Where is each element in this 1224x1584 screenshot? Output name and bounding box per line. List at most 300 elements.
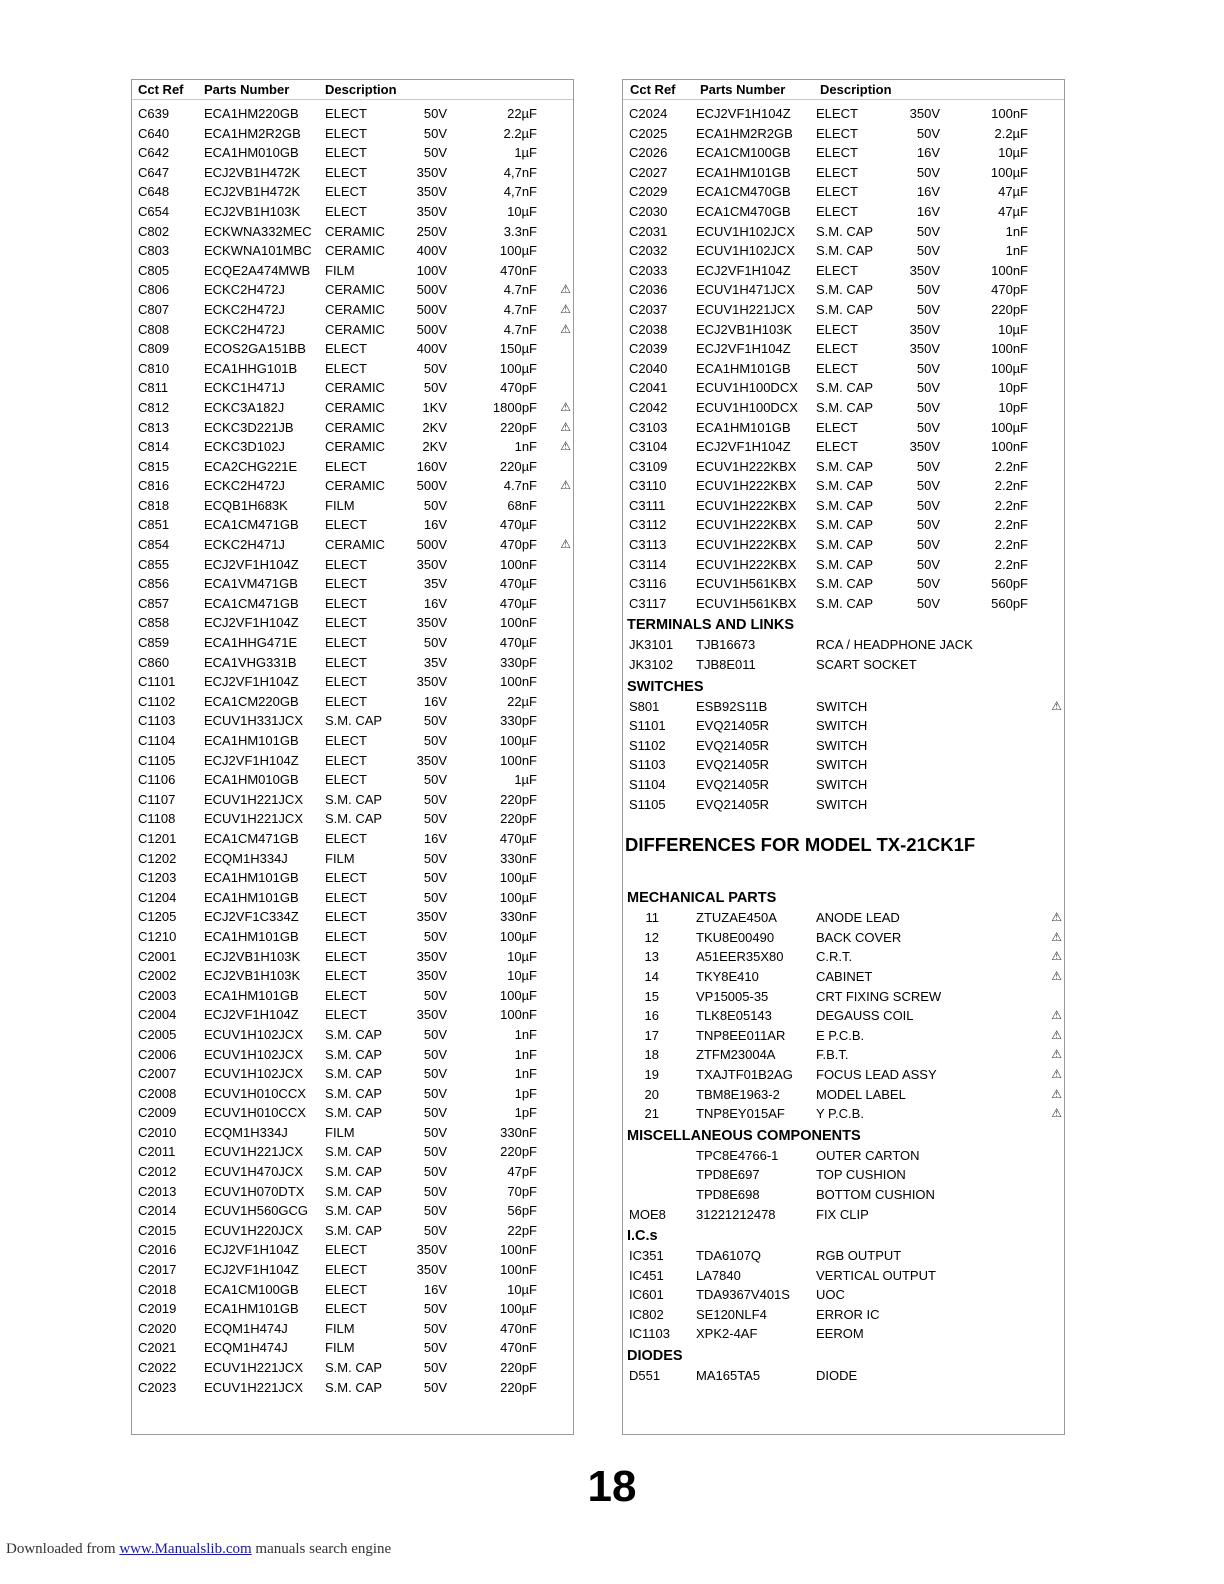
voltage: 50V [423,106,447,121]
terminals-and-links-title: TERMINALS AND LINKS [627,617,795,634]
table-row [623,457,1064,477]
description: ELECT [325,1281,367,1297]
parts-number: ECUV1H561KBX [696,595,797,611]
warning-icon: ⚠ [1051,1027,1062,1042]
table-row [132,1142,573,1162]
cct-ref: C1106 [138,772,176,788]
parts-number: ECJ2VB1H472K [204,184,301,200]
table-row [623,182,1064,202]
warning-icon: ⚠ [1051,698,1062,713]
table-row [623,697,1064,717]
description: S.M. CAP [816,399,874,415]
warning-icon: ⚠ [1051,968,1062,983]
description: SWITCH [816,796,868,812]
description: S.M. CAP [325,1026,383,1042]
parts-number: ECKC3D102J [204,439,285,455]
voltage: 16V [423,517,447,533]
parts-number: ECA1HHG101B [204,360,298,376]
item-number: 19 [644,1066,659,1082]
cct-ref: C3110 [629,478,667,494]
description: SWITCH [816,737,868,753]
header-description: Description [325,82,397,97]
table-row [132,613,573,633]
cct-ref: C3112 [629,517,667,533]
value: 10pF [998,399,1028,415]
cct-ref: C2010 [138,1124,177,1140]
value: 220pF [500,419,537,435]
voltage: 50V [423,1085,447,1101]
parts-number: ECUV1H010CCX [204,1105,306,1121]
item-number: 17 [644,1027,659,1043]
value: 1µF [514,772,537,788]
parts-number: ECJ2VF1C334Z [204,909,299,925]
table-row [132,829,573,849]
cct-ref: C1204 [138,889,177,905]
voltage: 50V [423,1360,447,1375]
table-row [623,928,1064,948]
description: SCART SOCKET [816,657,917,673]
cct-ref: C2016 [138,1242,177,1258]
description: FILM [325,1124,355,1140]
description: S.M. CAP [325,1066,383,1082]
value: 470nF [500,1320,537,1336]
page-number: 18 [587,1462,637,1511]
table-row [623,104,1064,124]
description: TOP CUSHION [816,1167,906,1183]
voltage: 350V [416,1262,447,1278]
description: CERAMIC [325,439,385,455]
cct-ref: C639 [138,106,170,121]
value: 100µF [990,360,1028,376]
parts-number: ECUV1H010CCX [204,1085,306,1101]
voltage: 50V [423,1144,447,1160]
table-row [132,476,573,496]
voltage: 35V [423,654,447,670]
cct-ref: MOE8 [629,1206,666,1222]
description: ELECT [325,1242,367,1258]
cct-ref: S1103 [629,757,666,773]
voltage: 50V [916,478,940,494]
parts-number: ECJ2VF1H104Z [696,439,791,455]
value: 10pF [998,380,1028,396]
parts-number: ECKC2H472J [204,321,285,337]
value: 100nF [500,1007,537,1023]
description: S.M. CAP [325,1183,383,1199]
description: CRT FIXING SCREW [816,988,942,1004]
description: FOCUS LEAD ASSY [816,1066,937,1082]
cct-ref: C851 [138,517,170,533]
voltage: 50V [423,1066,447,1082]
description: ELECT [325,928,367,944]
description: ELECT [325,948,367,964]
value: 330pF [500,654,537,670]
table-row [623,241,1064,261]
voltage: 50V [423,635,447,651]
table-row [623,300,1064,320]
cct-ref: C2008 [138,1085,177,1101]
description: ELECT [816,360,858,376]
parts-number: ECUV1H102JCX [204,1066,303,1082]
description: S.M. CAP [325,1144,383,1160]
cct-ref: IC451 [629,1267,664,1283]
description: S.M. CAP [816,595,874,611]
description: VERTICAL OUTPUT [816,1267,936,1283]
description: S.M. CAP [816,537,874,553]
parts-number: ECOS2GA151BB [204,341,306,357]
cct-ref: C2019 [138,1301,177,1317]
voltage: 50V [423,1340,447,1356]
parts-number: TPD8E697 [696,1167,760,1183]
voltage: 50V [423,713,447,729]
value: 10µF [998,321,1028,337]
description: ELECT [816,145,858,161]
table-row [132,182,573,202]
description: FILM [325,262,355,278]
description: ELECT [325,654,367,670]
voltage: 50V [916,419,940,435]
table-row [623,163,1064,183]
table-row [132,339,573,359]
item-number: 12 [644,929,659,945]
footer-link[interactable]: www.Manualslib.com [119,1541,252,1557]
table-row [623,1165,1064,1185]
description: CERAMIC [325,419,385,435]
description: DIODE [816,1368,858,1384]
table-row [623,655,1064,675]
cct-ref: C809 [138,341,170,357]
voltage: 350V [416,556,447,572]
parts-number: ECUV1H560GCG [204,1203,309,1219]
cct-ref: IC1103 [629,1326,670,1342]
cct-ref: C1103 [138,713,176,729]
voltage: 50V [916,595,940,611]
description: ELECT [325,693,367,709]
table-row [132,1064,573,1084]
table-row [132,672,573,692]
value: 100µF [499,1301,537,1317]
table-row [132,1299,573,1319]
parts-number: ECKWNA101MBC [204,243,312,259]
parts-number: ECKC2H471J [204,537,285,553]
table-row [132,927,573,947]
miscellaneous-components-title: MISCELLANEOUS COMPONENTS [627,1127,861,1144]
cct-ref: C640 [138,125,170,141]
voltage: 500V [416,478,447,494]
cct-ref: C2033 [629,262,668,278]
cct-ref: C2012 [138,1164,177,1180]
table-row [132,496,573,516]
table-row [623,280,1064,300]
table-row [623,716,1064,736]
description: S.M. CAP [816,517,874,533]
value: 1pF [514,1105,537,1121]
table-row [623,967,1064,987]
value: 2.2µF [994,125,1028,141]
table-row [623,594,1064,614]
header-parts-number: Parts Number [700,82,786,97]
table-row [132,163,573,183]
mechanical-parts-title: MECHANICAL PARTS [627,890,777,907]
parts-number: ECA1HM101GB [696,360,791,376]
value: 22µF [507,693,537,709]
cct-ref: C642 [138,145,170,161]
table-row [623,1146,1064,1166]
parts-number: ECA1CM220GB [204,693,299,709]
parts-number: ECA1HM101GB [696,164,791,180]
description: BOTTOM CUSHION [816,1186,935,1202]
cct-ref: C2023 [138,1379,177,1395]
table-row [623,515,1064,535]
description: FILM [325,850,355,866]
cct-ref: C812 [138,399,170,415]
cct-ref: C860 [138,654,170,670]
voltage: 350V [416,1242,447,1258]
voltage: 50V [916,301,940,317]
value: 100nF [991,106,1028,121]
table-row [623,987,1064,1007]
table-row [623,535,1064,555]
table-row [132,594,573,614]
value: 56pF [507,1203,537,1219]
voltage: 500V [416,301,447,317]
table-row [132,1103,573,1123]
cct-ref: C2004 [138,1007,177,1023]
voltage: 350V [416,674,447,690]
parts-number: MA165TA5 [696,1368,761,1384]
parts-number: ECA1HM101GB [204,1301,299,1317]
voltage: 16V [423,1281,447,1297]
table-row [132,1182,573,1202]
table-row [132,868,573,888]
cct-ref: C2009 [138,1105,177,1121]
item-number: 11 [645,910,659,926]
table-row [623,1185,1064,1205]
cct-ref: C648 [138,184,170,200]
value: 100nF [991,262,1028,278]
cct-ref: IC802 [629,1306,664,1322]
table-row [132,790,573,810]
table-row [623,795,1064,815]
description: S.M. CAP [816,576,874,592]
warning-icon: ⚠ [560,537,571,552]
header-parts-number: Parts Number [204,82,290,97]
value: 22µF [507,106,537,121]
table-row [132,241,573,261]
table-row [132,261,573,281]
voltage: 16V [423,595,447,611]
voltage: 500V [416,282,447,298]
value: 1800pF [492,399,537,415]
cct-ref: C2038 [629,321,668,337]
value: 470µF [499,517,537,533]
cct-ref: C1104 [138,733,176,748]
voltage: 50V [423,1026,447,1042]
parts-number: ECA1CM470GB [696,184,791,200]
voltage: 50V [423,850,447,866]
table-row [132,1162,573,1182]
cct-ref: C2002 [138,968,177,984]
voltage: 16V [916,203,940,219]
parts-number: ECUV1H102JCX [204,1046,303,1062]
description: RGB OUTPUT [816,1248,902,1264]
description: ELECT [325,615,367,631]
table-row [132,143,573,163]
parts-number: ECA1HM010GB [204,772,299,788]
warning-icon: ⚠ [560,282,571,297]
description: ELECT [325,830,367,846]
parts-number: ECUV1H221JCX [204,1360,303,1375]
cct-ref: IC601 [629,1287,664,1303]
value: 1nF [514,439,537,455]
description: S.M. CAP [325,1379,383,1395]
description: OUTER CARTON [816,1147,920,1163]
parts-number: EVQ21405R [696,757,769,773]
value: 1nF [514,1046,537,1062]
table-row [623,1285,1064,1305]
value: 100nF [500,674,537,690]
value: 100nF [991,341,1028,357]
table-row [132,986,573,1006]
table-row [623,339,1064,359]
voltage: 50V [423,772,447,788]
description: ELECT [816,125,858,141]
table-row [623,222,1064,242]
table-row [623,378,1064,398]
cct-ref: C2031 [629,223,668,239]
parts-number: ECUV1H102JCX [696,243,795,259]
item-number: 18 [644,1047,659,1063]
voltage: 350V [416,1007,447,1023]
voltage: 350V [416,184,447,200]
ics-title: I.C.s [627,1228,658,1245]
table-row [132,711,573,731]
voltage: 50V [423,1379,447,1395]
value: 2.2nF [994,517,1028,533]
parts-number: ECA1HM220GB [204,106,299,121]
value: 220pF [500,1144,537,1160]
cct-ref: C2039 [629,341,668,357]
table-row [623,202,1064,222]
table-row [623,947,1064,967]
cct-ref: C1105 [138,752,176,768]
description: S.M. CAP [325,1085,383,1101]
parts-number: ECJ2VF1H104Z [204,615,299,631]
description: ELECT [325,458,367,474]
description: S.M. CAP [325,811,383,827]
voltage: 50V [916,556,940,572]
description: S.M. CAP [816,497,874,513]
warning-icon: ⚠ [1051,1066,1062,1081]
warning-icon: ⚠ [560,439,571,454]
parts-number: TPC8E4766-1 [696,1147,779,1163]
value: 330nF [500,1124,537,1140]
voltage: 160V [416,458,447,474]
voltage: 50V [423,791,447,807]
parts-number: ECJ2VB1H103K [204,968,301,984]
table-row [623,635,1064,655]
parts-number: ECJ2VF1H104Z [204,1262,299,1278]
parts-number: ESB92S11B [696,698,768,714]
table-row [132,124,573,144]
voltage: 50V [423,1124,447,1140]
voltage: 350V [909,262,940,278]
description: CABINET [816,968,873,984]
cct-ref: C854 [138,537,170,553]
cct-ref: S1104 [629,777,666,792]
voltage: 16V [423,693,447,709]
table-row [623,1104,1064,1124]
value: 220pF [500,811,537,827]
table-row [623,1324,1064,1344]
description: ELECT [816,203,858,219]
value: 4.7nF [503,478,537,494]
cct-ref: C2011 [138,1144,176,1160]
parts-number: TDA9367V401S [696,1287,790,1303]
value: 100µF [499,928,537,944]
value: 100µF [499,733,537,748]
cct-ref: C654 [138,203,170,219]
diodes-title: DIODES [627,1348,683,1365]
description: FILM [325,1320,355,1336]
description: ELECT [816,341,858,357]
description: SWITCH [816,718,868,734]
parts-number: TNP8EE011AR [696,1027,786,1043]
cct-ref: S1102 [629,737,666,753]
description: ELECT [325,595,367,611]
value: 100nF [500,615,537,631]
parts-number: TPD8E698 [696,1186,760,1202]
parts-number: ECJ2VF1H104Z [204,752,299,768]
cct-ref: C808 [138,321,170,337]
description: S.M. CAP [325,791,383,807]
cct-ref: C2021 [138,1340,177,1356]
voltage: 50V [423,733,447,748]
table-row [132,574,573,594]
parts-number: LA7840 [696,1267,741,1283]
description: ELECT [325,968,367,984]
value: 68nF [507,497,537,513]
cct-ref: C647 [138,164,170,180]
voltage: 50V [423,811,447,827]
table-row [132,359,573,379]
description: ELECT [816,419,858,435]
table-row [132,1358,573,1378]
value: 2.2nF [994,497,1028,513]
header-cct-ref: Cct Ref [630,82,676,97]
cct-ref: C814 [138,439,170,455]
cct-ref: C3114 [629,556,667,572]
cct-ref: C805 [138,262,170,278]
value: 1nF [514,1026,537,1042]
cct-ref: C806 [138,282,170,298]
description: ELECT [325,987,367,1003]
value: 100µF [990,419,1028,435]
value: 4.7nF [503,321,537,337]
parts-number: ECA1CM100GB [696,145,791,161]
parts-number: EVQ21405R [696,777,769,792]
description: ELECT [325,635,367,651]
cct-ref: C2020 [138,1320,177,1336]
voltage: 50V [423,987,447,1003]
voltage: 50V [423,1203,447,1219]
parts-number: ECJ2VB1H103K [204,203,301,219]
cct-ref: C1205 [138,909,177,925]
parts-number: ECUV1H221JCX [204,811,303,827]
table-row [623,1085,1064,1105]
cct-ref: C2006 [138,1046,177,1062]
cct-ref: D551 [629,1368,661,1384]
table-row [132,1280,573,1300]
